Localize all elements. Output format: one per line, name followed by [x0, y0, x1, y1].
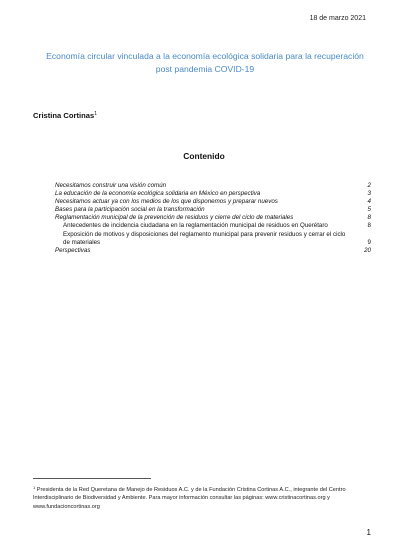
toc-entry-title: Exposición de motivos y disposiciones del reglamento municipal para prevenir residuos y cerrar el ciclo de materiales: [63, 230, 346, 246]
author-line: [33, 111, 97, 120]
toc-entry-title: Necesitamos actuar ya con los medios de los que disponemos y preparar nuevos: [55, 198, 278, 206]
table-of-contents: [55, 182, 371, 255]
author-footnote-mark: 1: [94, 111, 97, 117]
toc-entry-title: Antecedentes de incidencia ciudadana en la reglamentación municipal de residuos en Querétaro: [63, 222, 328, 230]
footnote-text: Presidenta de la Red Queretana de Manejo de Residuos A.C. y de la Fundación Cristina Cortinas A.C., integrante del Centro Interdisciplinario de Biodiversidad y Ambiente. Para mayor información consultar las páginas: www.cristinacortinas.org y www.fundacioncortinas.org: [33, 487, 346, 510]
toc-entry-title: Necesitamos construir una visión común: [55, 182, 167, 189]
toc-entry[interactable]: [55, 247, 371, 255]
toc-entry[interactable]: [55, 182, 371, 190]
document-title: Economía circular vinculada a la economía ecológica solidaria para la recuperación post pandemia COVID-19: [46, 51, 364, 74]
footnote-mark: 1: [33, 485, 36, 490]
toc-entry-title: Bases para la participación social en la transformación: [55, 206, 205, 214]
toc-entry[interactable]: [55, 198, 371, 206]
author-name: Cristina Cortinas: [33, 111, 95, 120]
toc-entry-title: La educación de la economía ecológica solidaria en México en perspectiva: [55, 190, 261, 198]
toc-entry-page: 8: [367, 214, 371, 222]
toc-subentry[interactable]: [55, 231, 371, 247]
document-date: 18 de marzo 2021: [309, 15, 366, 22]
toc-entry-page: 20: [364, 246, 371, 254]
toc-entry[interactable]: [55, 190, 371, 198]
footnote-divider: [33, 478, 151, 479]
toc-entry-page: 3: [367, 190, 371, 198]
toc-entry[interactable]: [55, 214, 371, 222]
toc-entry-title: Perspectivas: [55, 246, 91, 254]
toc-entry-page: 8: [367, 222, 371, 230]
toc-entry-page: 2: [367, 182, 371, 189]
toc-entry[interactable]: [55, 206, 371, 214]
page-number: 1: [366, 528, 371, 537]
toc-subentry[interactable]: [55, 222, 371, 230]
toc-entry-page: 4: [367, 198, 371, 206]
toc-heading: Contenido: [183, 151, 225, 161]
toc-entry-title: Reglamentación municipal de la prevención de residuos y cierre del ciclo de materiales: [55, 214, 294, 222]
toc-entry-page: 5: [367, 206, 371, 214]
toc-entry-page: 9: [367, 238, 371, 246]
footnote: [33, 484, 373, 511]
